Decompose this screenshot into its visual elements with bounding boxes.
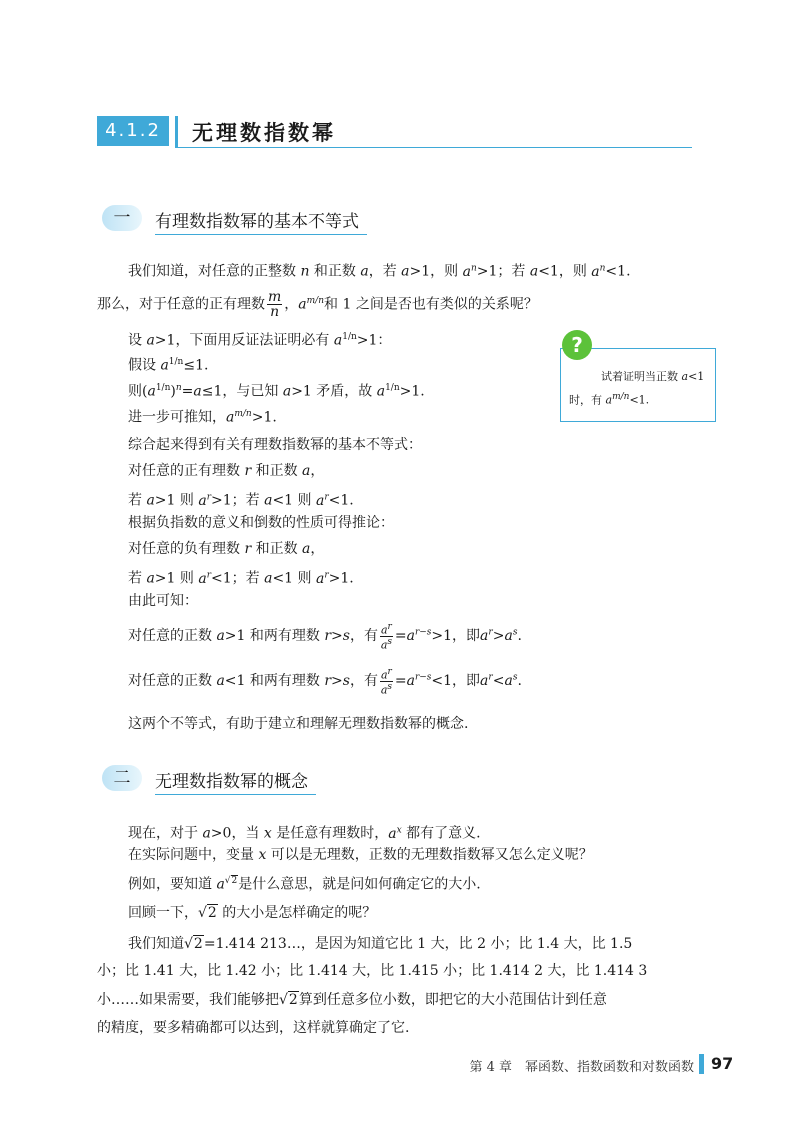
side-note-text: 试着证明当正数 a<1 时，有 $a^{m/n}<1$. [569, 370, 705, 407]
proof-line: 进一步可推知，$a^{m/n}>1$. [128, 409, 277, 426]
section-number: 4.1.2 [97, 116, 169, 146]
paragraph-line: 回顾一下，√2 的大小是怎样确定的呢？ [128, 905, 377, 921]
question-icon: ? [562, 330, 592, 360]
paragraph-line: 我们知道，对任意的正整数 n 和正数 a，若 a>1，则 $a^n>1$；若 a<1，则 $a^n<1$. [128, 263, 631, 280]
paragraph-line: 我们知道√2=1.414 213…，是因为知道它比 1 大，比 2 小；比 1.4 大，比 1.5 [128, 936, 633, 952]
side-note [560, 348, 716, 422]
inequality-line: 对任意的正数 a<1 和两有理数 r>s，有 $\frac{a^r}{a^s}$ $=a^{r-s}<1$，即$a^r<a^s$. [128, 667, 522, 697]
subsection-badge: 二 [102, 765, 142, 791]
paragraph-line: 例如，要知道 $a^{√2}$是什么意思，就是问如何确定它的大小. [128, 876, 481, 893]
footer-chapter: 第 4 章 幂函数、指数函数和对数函数 [469, 1060, 694, 1075]
inequality-line: 对任意的正数 a>1 和两有理数 r>s，有 $\frac{a^r}{a^s}$ $=a^{r-s}>1$，即$a^r>a^s$. [128, 622, 522, 652]
paragraph-line: 的精度，要多精确都可以达到，这样就算确定了它. [97, 1020, 410, 1036]
paragraph-line: 小……如果需要，我们能够把√2算到任意多位小数，即把它的大小范围估计到任意 [97, 992, 607, 1008]
subsection-title: 有理数指数幂的基本不等式 [155, 207, 367, 235]
proof-line: 对任意的负有理数 r 和正数 a， [128, 541, 325, 557]
paragraph-line: 在实际问题中，变量 x 可以是无理数，正数的无理数指数幂又怎么定义呢？ [128, 847, 593, 863]
paragraph-line: 小；比 1.41 大，比 1.42 小；比 1.414 大，比 1.415 小；比 1.414 2 大，比 1.414 3 [97, 963, 648, 979]
subsection-badge: 一 [102, 205, 142, 231]
proof-line: 则$(a^{1/n})^n=a\le 1$，与已知 a>1 矛盾，故 $a^{1/n}>1$. [128, 383, 425, 400]
paragraph-line: 那么，对于任意的正有理数 $\frac{m}{n}$ ，$a^{m/n}$和 1 之间是否也有类似的关系呢？ [97, 289, 538, 320]
proof-line: 对任意的正有理数 r 和正数 a， [128, 463, 325, 479]
subsection-title: 无理数指数幂的概念 [155, 767, 316, 795]
page-number: 97 [711, 1054, 734, 1073]
paragraph-line: 现在，对于 a>0，当 x 是任意有理数时，$a^x$ 都有了意义. [128, 825, 481, 842]
proof-line: 若 a>1 则 $a^r<1$；若 a<1 则 $a^r>1$. [128, 570, 354, 587]
section-underline [175, 147, 692, 148]
proof-line: 综合起来得到有关有理数指数幂的基本不等式： [128, 437, 422, 453]
proof-line: 由此可知： [128, 593, 198, 609]
section-divider [175, 116, 178, 148]
proof-line: 根据负指数的意义和倒数的性质可得推论： [128, 515, 394, 531]
footer-divider [699, 1054, 704, 1074]
proof-line: 若 a>1 则 $a^r>1$；若 a<1 则 $a^r<1$. [128, 492, 354, 509]
proof-line: 假设 $a^{1/n}\le 1$. [128, 357, 209, 374]
proof-line: 设 a>1，下面用反证法证明必有 $a^{1/n}>1$： [128, 332, 392, 349]
section-title: 无理数指数幂 [192, 121, 336, 145]
proof-line: 这两个不等式，有助于建立和理解无理数指数幂的概念. [128, 716, 469, 732]
